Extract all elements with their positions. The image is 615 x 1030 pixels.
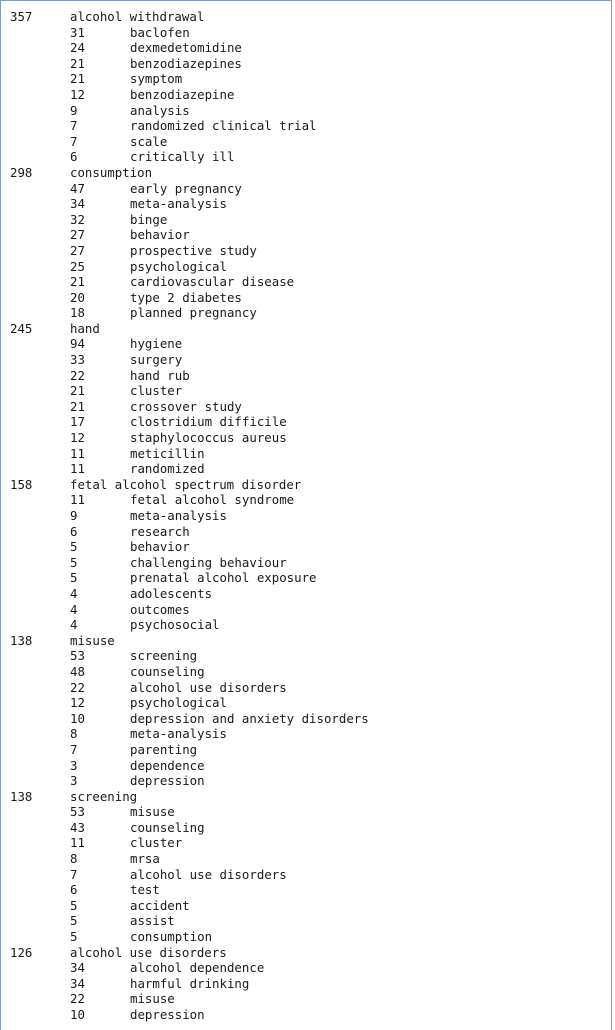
sub-item-count: 12 (70, 86, 85, 102)
sub-item-term: meta-analysis (130, 196, 227, 212)
sub-item-term: dependence (130, 757, 205, 773)
sub-item-term: counseling (130, 819, 205, 835)
sub-item-count: 34 (70, 960, 85, 976)
sub-item-count: 94 (70, 336, 85, 352)
sub-item-count: 5 (70, 554, 78, 570)
sub-item-term: challenging behaviour (130, 554, 287, 570)
sub-item-term: hand rub (130, 367, 190, 383)
sub-item-term: mrsa (130, 851, 160, 867)
sub-item-term: counseling (130, 663, 205, 679)
sub-item-term: depression (130, 773, 205, 789)
sub-item-term: misuse (130, 804, 175, 820)
group-term: alcohol use disorders (70, 944, 227, 960)
sub-item-term: meta-analysis (130, 726, 227, 742)
sub-item-term: screening (130, 648, 198, 664)
group-count: 245 (10, 320, 33, 336)
group-count: 298 (10, 164, 33, 180)
sub-item-count: 34 (70, 196, 85, 212)
sub-item-term: behavior (130, 539, 190, 555)
sub-item-term: analysis (130, 102, 190, 118)
sub-item-count: 8 (70, 726, 78, 742)
sub-item-count: 17 (70, 414, 85, 430)
sub-item-count: 53 (70, 648, 85, 664)
sub-item-count: 22 (70, 679, 85, 695)
sub-item-term: alcohol use disorders (130, 866, 287, 882)
sub-item-term: symptom (130, 71, 183, 87)
sub-item-count: 20 (70, 289, 85, 305)
sub-item-count: 11 (70, 492, 85, 508)
sub-item-count: 21 (70, 71, 85, 87)
sub-item-term: cluster (130, 835, 183, 851)
sub-item-term: surgery (130, 352, 183, 368)
sub-item-term: psychosocial (130, 617, 220, 633)
sub-item-term: hygiene (130, 336, 183, 352)
sub-item-count: 7 (70, 866, 78, 882)
sub-item-term: misuse (130, 991, 175, 1007)
sub-item-count: 21 (70, 398, 85, 414)
group-term: misuse (70, 632, 115, 648)
sub-item-term: psychological (130, 258, 227, 274)
sub-item-count: 21 (70, 383, 85, 399)
sub-item-count: 9 (70, 508, 78, 523)
sub-item-term: parenting (130, 741, 198, 757)
sub-item-count: 24 (70, 40, 85, 56)
group-count: 158 (10, 476, 33, 492)
sub-item-count: 18 (70, 305, 85, 321)
sub-item-term: consumption (130, 929, 213, 945)
sub-item-count: 7 (70, 741, 78, 757)
sub-item-count: 48 (70, 663, 85, 679)
sub-item-count: 5 (70, 539, 78, 555)
sub-item-term: meticillin (130, 445, 205, 461)
sub-item-count: 11 (70, 835, 85, 851)
sub-item-count: 10 (70, 710, 85, 726)
sub-item-term: planned pregnancy (130, 305, 257, 321)
sub-item-term: assist (130, 913, 175, 929)
sub-item-term: prospective study (130, 242, 257, 258)
sub-item-count: 25 (70, 258, 85, 274)
sub-item-count: 6 (70, 523, 78, 539)
sub-item-term: critically ill (130, 149, 235, 165)
sub-item-count: 33 (70, 352, 85, 368)
sub-item-count: 27 (70, 227, 85, 243)
sub-item-count: 3 (70, 773, 78, 789)
sub-item-term: meta-analysis (130, 508, 227, 523)
sub-item-count: 22 (70, 991, 85, 1007)
sub-item-term: cardiovascular disease (130, 274, 295, 290)
sub-item-count: 7 (70, 118, 78, 134)
sub-item-term: depression (130, 1007, 205, 1022)
sub-item-term: dexmedetomidine (130, 40, 242, 56)
sub-item-term: clostridium difficile (130, 414, 287, 430)
sub-item-count: 22 (70, 367, 85, 383)
group-term: screening (70, 788, 138, 804)
sub-item-count: 3 (70, 757, 78, 773)
sub-item-count: 10 (70, 1007, 85, 1022)
sub-item-count: 11 (70, 445, 85, 461)
group-count: 138 (10, 632, 33, 648)
sub-item-term: crossover study (130, 398, 242, 414)
sub-item-term: test (130, 882, 160, 898)
sub-item-term: scale (130, 133, 168, 149)
sub-item-count: 4 (70, 585, 78, 601)
group-term: fetal alcohol spectrum disorder (70, 476, 302, 492)
sub-item-count: 21 (70, 274, 85, 290)
sub-item-term: alcohol use disorders (130, 679, 287, 695)
sub-item-term: depression and anxiety disorders (130, 710, 369, 726)
sub-item-term: behavior (130, 227, 190, 243)
sub-item-count: 5 (70, 897, 78, 913)
sub-item-count: 8 (70, 851, 78, 867)
sub-item-term: harmful drinking (130, 975, 250, 991)
sub-item-term: benzodiazepines (130, 55, 242, 71)
sub-item-count: 47 (70, 180, 85, 196)
sub-item-term: benzodiazepine (130, 86, 235, 102)
sub-item-term: baclofen (130, 24, 190, 40)
group-count: 138 (10, 788, 33, 804)
sub-item-count: 7 (70, 133, 78, 149)
sub-item-count: 9 (70, 102, 78, 118)
sub-item-term: adolescents (130, 585, 213, 601)
sub-item-term: accident (130, 897, 190, 913)
sub-item-term: psychological (130, 695, 227, 711)
sub-item-count: 12 (70, 695, 85, 711)
sub-item-count: 5 (70, 570, 78, 586)
sub-item-count: 12 (70, 430, 85, 446)
sub-item-term: binge (130, 211, 168, 227)
sub-item-count: 31 (70, 24, 85, 40)
group-term: consumption (70, 164, 153, 180)
sub-item-count: 34 (70, 975, 85, 991)
sub-item-count: 6 (70, 882, 78, 898)
sub-item-count: 4 (70, 601, 78, 617)
sub-item-term: early pregnancy (130, 180, 242, 196)
group-count: 357 (10, 9, 33, 24)
sub-item-term: cluster (130, 383, 183, 399)
group-term: hand (70, 320, 100, 336)
sub-item-count: 6 (70, 149, 78, 165)
sub-item-term: randomized (130, 461, 205, 477)
sub-item-count: 21 (70, 55, 85, 71)
sub-item-count: 43 (70, 819, 85, 835)
sub-item-count: 5 (70, 929, 78, 945)
sub-item-term: randomized clinical trial (130, 118, 317, 134)
sub-item-count: 27 (70, 242, 85, 258)
sub-item-term: prenatal alcohol exposure (130, 570, 317, 586)
sub-item-term: staphylococcus aureus (130, 430, 287, 446)
sub-item-term: type 2 diabetes (130, 289, 242, 305)
group-term: alcohol withdrawal (70, 9, 205, 24)
sub-item-count: 4 (70, 617, 78, 633)
sub-item-count: 53 (70, 804, 85, 820)
sub-item-count: 32 (70, 211, 85, 227)
sub-item-term: outcomes (130, 601, 190, 617)
sub-item-term: research (130, 523, 190, 539)
sub-item-term: fetal alcohol syndrome (130, 492, 295, 508)
sub-item-term: alcohol dependence (130, 960, 265, 976)
group-count: 126 (10, 944, 33, 960)
sub-item-count: 11 (70, 461, 85, 477)
sub-item-count: 5 (70, 913, 78, 929)
